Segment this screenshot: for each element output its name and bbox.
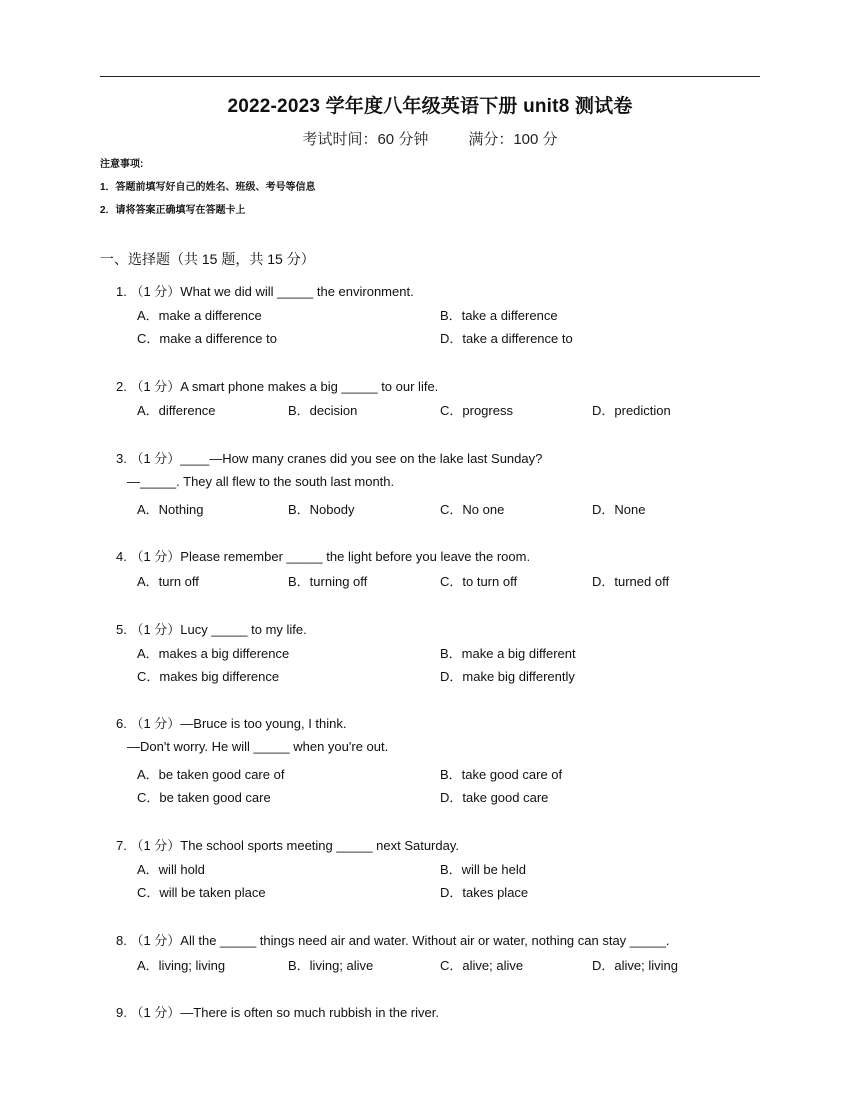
question-stem: 5. （1 分）Lucy _____ to my life.	[116, 622, 307, 637]
question-stem: 3. （1 分）____—How many cranes did you see on the lake last Sunday?	[116, 451, 543, 466]
question-stem: 1. （1 分）What we did will _____ the environment.	[116, 284, 414, 299]
notice-item: 2．请将答案正确填写在答题卡上	[100, 205, 246, 216]
question-stem: 7. （1 分）The school sports meeting _____ next Saturday.	[116, 838, 459, 853]
option-d: D．turned off	[592, 574, 670, 589]
option-b: B．make a big different	[440, 646, 576, 661]
full-score: 满分：100 分	[468, 131, 558, 148]
option-a: A．makes a big difference	[137, 646, 290, 661]
option-a: A．will hold	[137, 862, 205, 877]
notice-item: 1．答题前填写好自己的姓名、班级、考号等信息	[100, 182, 316, 193]
page-title: 2022-2023 学年度八年级英语下册 unit8 测试卷	[227, 96, 633, 117]
question-stem: 9. （1 分）—There is often so much rubbish in the river.	[116, 1005, 439, 1020]
option-b: B．take good care of	[440, 767, 563, 782]
option-d: D．None	[592, 502, 646, 517]
option-d: D．take a difference to	[440, 331, 573, 346]
option-b: B．will be held	[440, 862, 526, 877]
section-title: 一、选择题（共 15 题，共 15 分）	[100, 251, 315, 267]
option-c: C．No one	[440, 502, 505, 517]
question-continuation: —_____. They all flew to the south last month.	[127, 474, 395, 489]
option-a: A．turn off	[137, 574, 199, 589]
option-c: C．makes big difference	[137, 669, 280, 684]
option-c: C．be taken good care	[137, 790, 271, 805]
option-b: B．living; alive	[288, 958, 374, 973]
question-continuation: —Don't worry. He will _____ when you're out.	[127, 739, 389, 754]
option-a: A．living; living	[137, 958, 226, 973]
option-a: A．difference	[137, 403, 216, 418]
option-c: C．make a difference to	[137, 331, 277, 346]
option-d: D．takes place	[440, 885, 529, 900]
option-b: B．turning off	[288, 574, 368, 589]
exam-meta	[0, 128, 860, 149]
question-stem: 6. （1 分）—Bruce is too young, I think.	[116, 716, 347, 731]
option-b: B．take a difference	[440, 308, 558, 323]
option-c: C．will be taken place	[137, 885, 266, 900]
option-c: C．to turn off	[440, 574, 518, 589]
question-stem: 8. （1 分）All the _____ things need air and water. Without air or water, nothing can stay _____.	[116, 933, 670, 948]
notice-heading: 注意事项:	[100, 159, 144, 170]
option-a: A．Nothing	[137, 502, 204, 517]
option-c: C．progress	[440, 403, 513, 418]
option-d: D．prediction	[592, 403, 671, 418]
option-a: A．be taken good care of	[137, 767, 285, 782]
option-a: A．make a difference	[137, 308, 262, 323]
option-b: B．decision	[288, 403, 358, 418]
option-d: D．take good care	[440, 790, 549, 805]
option-b: B．Nobody	[288, 502, 355, 517]
option-d: D．make big differently	[440, 669, 575, 684]
question-stem: 4. （1 分）Please remember _____ the light before you leave the room.	[116, 549, 531, 564]
header-rule	[100, 76, 760, 77]
question-stem: 2. （1 分）A smart phone makes a big _____ to our life.	[116, 379, 439, 394]
option-d: D．alive; living	[592, 958, 678, 973]
option-c: C．alive; alive	[440, 958, 524, 973]
exam-time: 考试时间：60 分钟	[302, 131, 429, 148]
